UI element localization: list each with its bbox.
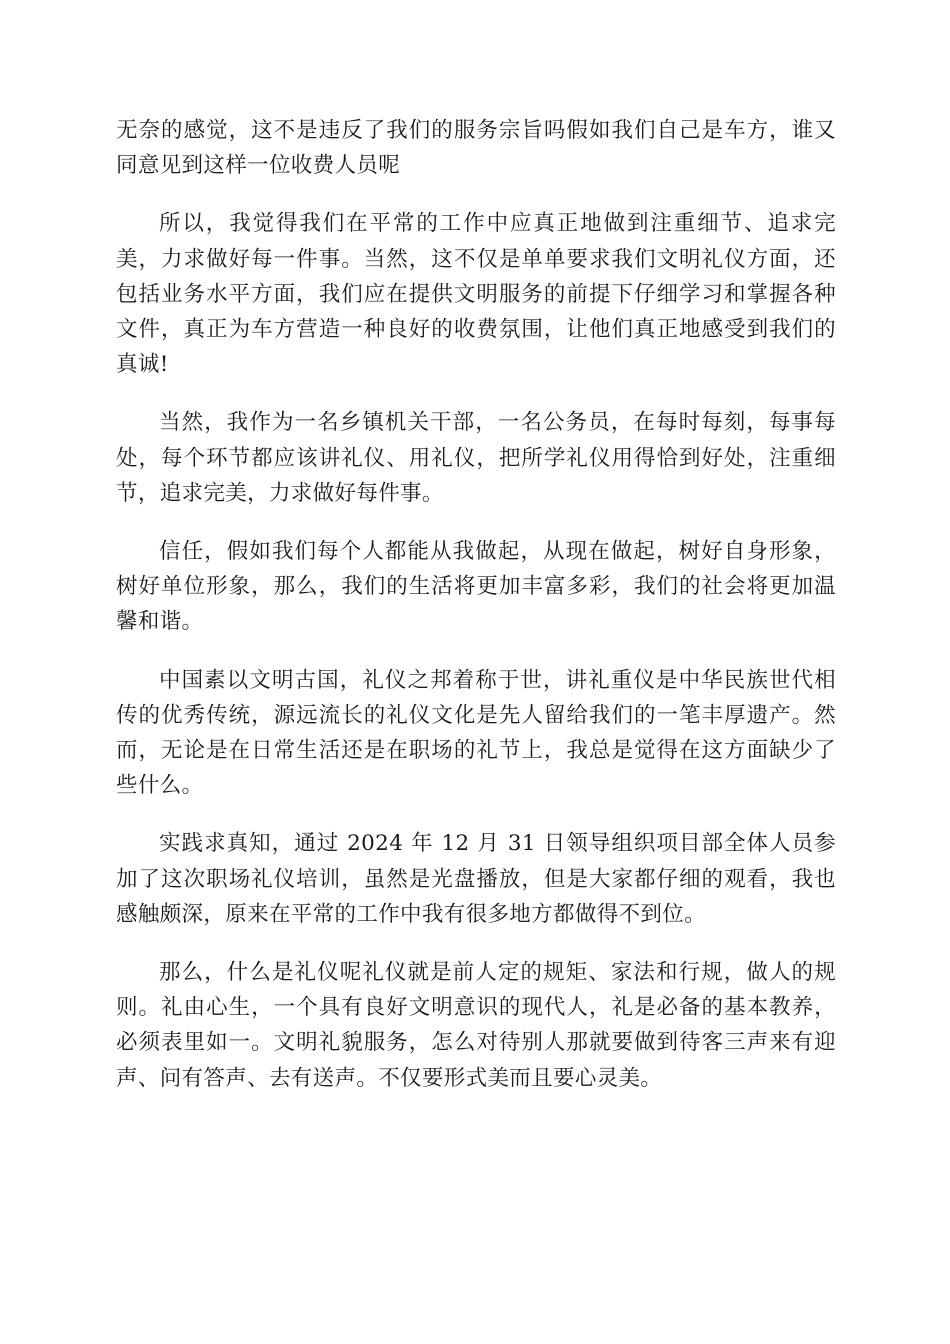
- paragraph-continuation: 无奈的感觉，这不是违反了我们的服务宗旨吗假如我们自己是车方，谁又同意见到这样一位收费人员呢: [116, 118, 836, 179]
- document-body: [116, 113, 836, 1119]
- paragraph: 中国素以文明古国，礼仪之邦着称于世，讲礼重仪是中华民族世代相传的优秀传统，源远流长的礼仪文化是先人留给我们的一笔丰厚遗产。然而，无论是在日常生活还是在职场的礼节上，我总是觉得在这方面缺少了些什么。: [116, 667, 836, 799]
- paragraph: 实践求真知，通过 2024 年 12 月 31 日领导组织项目部全体人员参加了这次职场礼仪培训，虽然是光盘播放，但是大家都仔细的观看，我也感触颇深，原来在平常的工作中我有很多地方都做得不到位。: [116, 831, 836, 927]
- paragraph: 当然，我作为一名乡镇机关干部，一名公务员，在每时每刻，每事每处，每个环节都应该讲礼仪、用礼仪，把所学礼仪用得恰到好处，注重细节，追求完美，力求做好每件事。: [116, 410, 836, 506]
- paragraph: 那么，什么是礼仪呢礼仪就是前人定的规矩、家法和行规，做人的规则。礼由心生，一个具有良好文明意识的现代人，礼是必备的基本教养，必须表里如一。文明礼貌服务，怎么对待别人那就要做到待客三声来有迎声、问有答声、去有送声。不仅要形式美而且要心灵美。: [116, 960, 836, 1091]
- paragraph: 信任，假如我们每个人都能从我做起，从现在做起，树好自身形象，树好单位形象，那么，我们的生活将更加丰富多彩，我们的社会将更加温馨和谐。: [116, 539, 836, 635]
- paragraph: 所以，我觉得我们在平常的工作中应真正地做到注重细节、追求完美，力求做好每一件事。当然，这不仅是单单要求我们文明礼仪方面，还包括业务水平方面，我们应在提供文明服务的前提下仔细学习和掌握各种文件，真正为车方营造一种良好的收费氛围，让他们真正地感受到我们的真诚!: [116, 211, 836, 378]
